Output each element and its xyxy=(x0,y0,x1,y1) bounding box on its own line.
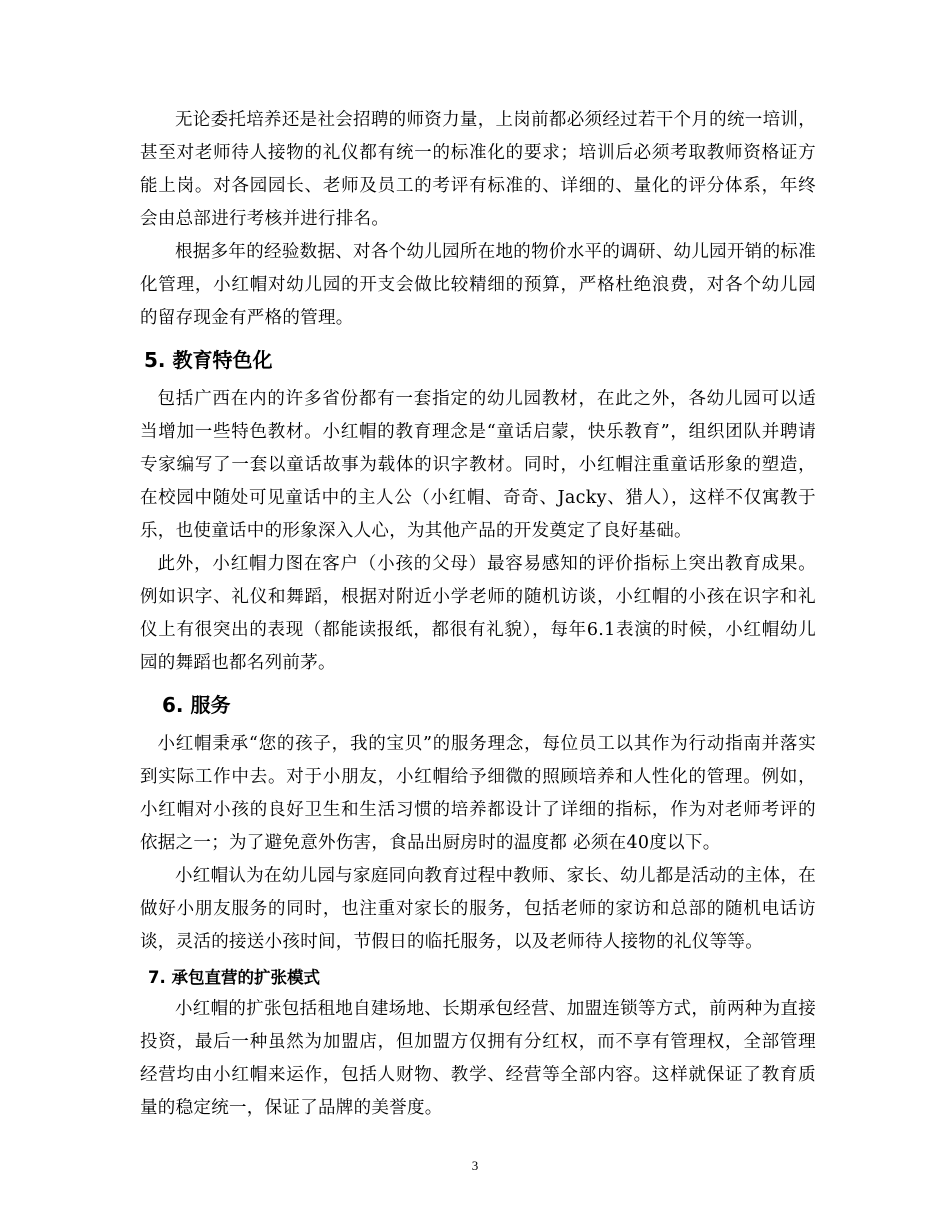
section-heading-service: 6. 服务 xyxy=(162,693,231,717)
paragraph-budget-management: 根据多年的经验数据、对各个幼儿园所在地的物价水平的调研、幼儿园开销的标准化管理，小红帽对幼儿园的开支会做比较精细的预算，严格杜绝浪费，对各个幼儿园的留存现金有严格的管理。 xyxy=(140,242,816,328)
section-heading-expansion: 7. 承包直营的扩张模式 xyxy=(148,968,320,987)
paragraph-education-results: 此外，小红帽力图在客户（小孩的父母）最容易感知的评价指标上突出教育成果。例如识字、礼仪和舞蹈，根据对附近小学老师的随机访谈，小红帽的小孩在识字和礼仪上有很突出的表现（都能读报纸，都很有礼貌），每年6.1表演的时候，小红帽幼儿园的舞蹈也都名列前茅。 xyxy=(140,554,816,673)
paragraph-service-philosophy: 小红帽秉承“您的孩子，我的宝贝”的服务理念，每位员工以其作为行动指南并落实到实际工作中去。对于小朋友，小红帽给予细微的照顾培养和人性化的管理。例如，小红帽对小孩的良好卫生和生活习惯的培养都设计了详细的指标，作为对老师考评的依据之一；为了避免意外伤害，食品出厨房时的温度都 必须在40度以下。 xyxy=(140,734,816,853)
paragraph-expansion-model: 小红帽的扩张包括租地自建场地、长期承包经营、加盟连锁等方式，前两种为直接投资，最后一种虽然为加盟店，但加盟方仅拥有分红权，而不享有管理权，全部管理经营均由小红帽来运作，包括人财物、教学、经营等全部内容。这样就保证了教育质量的稳定统一，保证了品牌的美誉度。 xyxy=(140,999,816,1118)
section-heading-education: 5. 教育特色化 xyxy=(144,348,273,372)
page-number: 3 xyxy=(471,1158,479,1173)
document-page xyxy=(140,104,816,1125)
paragraph-education-materials: 包括广西在内的许多省份都有一套指定的幼儿园教材，在此之外，各幼儿园可以适当增加一些特色教材。小红帽的教育理念是“童话启蒙，快乐教育”，组织团队并聘请专家编写了一套以童话故事为载体的识字教材。同时，小红帽注重童话形象的塑造，在校园中随处可见童话中的主人公（小红帽、奇奇、Jacky、猎人），这样不仅寓教于乐，也使童话中的形象深入人心，为其他产品的开发奠定了良好基础。 xyxy=(140,389,816,541)
paragraph-teacher-training: 无论委托培养还是社会招聘的师资力量，上岗前都必须经过若干个月的统一培训，甚至对老师待人接物的礼仪都有统一的标准化的要求；培训后必须考取教师资格证方能上岗。对各园园长、老师及员工的考评有标准的、详细的、量化的评分体系，年终会由总部进行考核并进行排名。 xyxy=(140,110,816,229)
paragraph-parent-service: 小红帽认为在幼儿园与家庭同向教育过程中教师、家长、幼儿都是活动的主体，在做好小朋友服务的同时，也注重对家长的服务，包括老师的家访和总部的随机电话访谈，灵活的接送小孩时间，节假日的临托服务，以及老师待人接物的礼仪等等。 xyxy=(140,866,816,952)
